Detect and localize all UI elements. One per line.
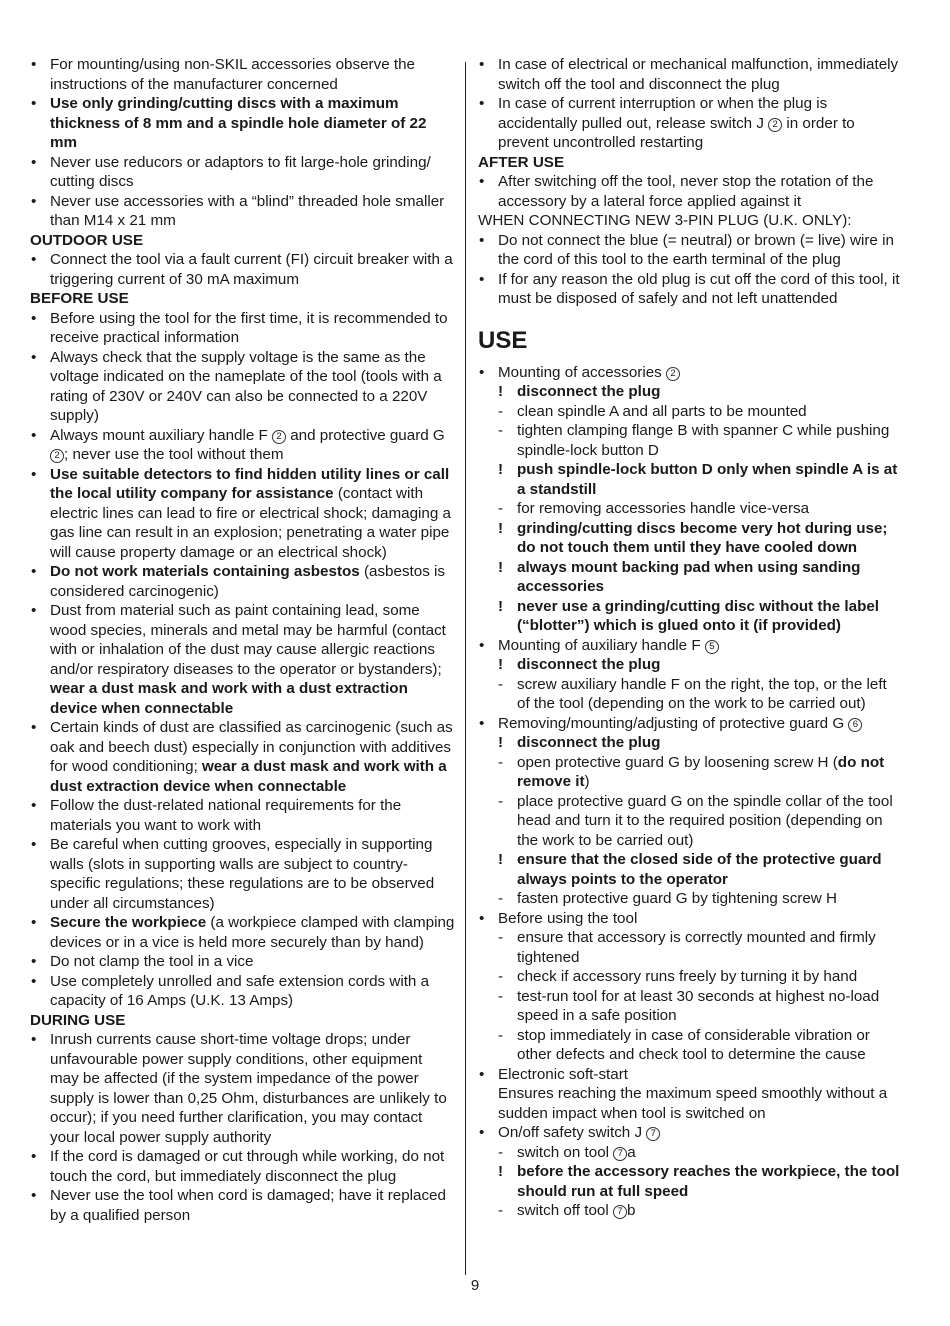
warning-mark-icon: ! — [498, 558, 504, 576]
warning-mark-icon: ! — [498, 519, 504, 537]
bullet-item — [478, 1065, 903, 1085]
warning-item — [478, 382, 903, 402]
bullet-item — [30, 55, 455, 94]
body-text: Mounting of auxiliary handle F — [498, 636, 705, 654]
body-text: Do not connect the blue (= neutral) or brown (= live) wire in the cord of this tool to the earth terminal of the plug — [498, 231, 894, 268]
bullet-item — [478, 172, 903, 211]
step-item — [478, 499, 903, 519]
bullet-item — [30, 465, 455, 563]
warning-item — [478, 1162, 903, 1201]
body-text: After switching off the tool, never stop the rotation of the accessory by a lateral force applied against it — [498, 173, 874, 210]
section-heading: USE — [478, 326, 528, 354]
continuation-text — [478, 1084, 903, 1123]
step-item — [478, 753, 903, 792]
body-text: ) — [584, 773, 590, 790]
body-text: never use a grinding/cutting disc without the label (“blotter”) which is glued onto it (if provided) — [517, 597, 880, 634]
body-text: open protective guard G by loosening screw H ( — [517, 753, 838, 771]
bullet-item — [30, 835, 455, 913]
body-text: Never use reducors or adaptors to fit large-hole grinding/ cutting discs — [50, 153, 431, 190]
body-text: fasten protective guard G by tightening screw H — [517, 890, 837, 907]
page-number: 9 — [470, 1277, 480, 1294]
body-text: Certain kinds of dust are classified as carcinogenic (such as oak and beech dust) especially in conjunction with additives for wood conditioning; — [50, 719, 453, 775]
step-item — [478, 1143, 903, 1163]
body-text: (a workpiece clamped with clamping devices or in a vice is held more securely than by hand) — [50, 914, 455, 951]
body-text: For mounting/using non-SKIL accessories observe the instructions of the manufacturer concerned — [50, 56, 415, 93]
body-text: Always mount auxiliary handle F — [50, 426, 273, 444]
body-text: before the accessory reaches the workpiece, the tool should run at full speed — [517, 1163, 900, 1200]
bullet-item — [30, 952, 455, 972]
bullet-item — [30, 1030, 455, 1147]
warning-mark-icon: ! — [498, 461, 504, 478]
body-text: Before using the tool — [498, 909, 638, 927]
emphasis-text: Secure the workpiece — [50, 914, 207, 931]
body-text: On/off safety switch J — [498, 1124, 647, 1141]
warning-item — [478, 850, 903, 889]
bullet-item — [30, 153, 455, 192]
step-item — [478, 792, 903, 851]
body-text: In case of electrical or mechanical malfunction, immediately switch off the tool and disconnect the plug — [498, 56, 899, 93]
section-subheading: WHEN CONNECTING NEW 3-PIN PLUG (U.K. ONLY): — [478, 212, 852, 229]
body-text: Removing/mounting/adjusting of protective guard G — [498, 714, 849, 732]
dash-mark-icon: - — [498, 987, 504, 1005]
bullet-item — [478, 270, 903, 309]
figure-ref-icon: 2 — [666, 367, 680, 381]
warning-item — [478, 519, 903, 558]
figure-ref-icon: 7 — [613, 1205, 627, 1219]
bullet-item — [478, 909, 903, 929]
emphasis-text: Do not work materials containing asbestos — [50, 563, 360, 580]
dash-mark-icon: - — [498, 402, 504, 420]
emphasis-text: wear a dust mask and work with a dust extraction device when connectable — [50, 680, 408, 717]
figure-ref-icon: 5 — [705, 640, 719, 654]
bullet-item — [30, 718, 455, 796]
warning-item — [478, 460, 903, 499]
body-text: Follow the dust-related national requirements for the materials you want to work with — [50, 797, 402, 834]
body-text: In case of current interruption or when the plug is accidentally pulled out, release switch J — [498, 95, 828, 132]
body-text: check if accessory runs freely by turning it by hand — [517, 968, 858, 985]
body-text: Use completely unrolled and safe extension cords with a capacity of 16 Amps (U.K. 13 Amps) — [50, 972, 430, 1009]
warning-item — [478, 733, 903, 753]
body-text: ensure that accessory is correctly mounted and firmly tightened — [517, 929, 876, 966]
body-text: (asbestos is considered carcinogenic) — [50, 563, 445, 600]
body-text: tighten clamping flange B with spanner C while pushing spindle-lock button D — [517, 422, 890, 459]
warning-mark-icon: ! — [498, 851, 504, 868]
bullet-item — [30, 250, 455, 289]
dash-mark-icon: - — [498, 422, 504, 439]
body-text: Always check that the supply voltage is the same as the voltage indicated on the nameplate of the tool (tools with a rating of 230V or 240V can also be connected to a 220V supply) — [50, 348, 442, 424]
body-text: disconnect the plug — [517, 383, 661, 400]
emphasis-text: do not remove it — [517, 753, 885, 790]
dash-mark-icon: - — [498, 792, 504, 810]
warning-mark-icon: ! — [498, 383, 504, 400]
bullet-item — [30, 309, 455, 348]
step-item — [478, 889, 903, 909]
figure-ref-icon: 6 — [848, 718, 862, 732]
bullet-item — [30, 601, 455, 718]
body-text: clean spindle A and all parts to be mounted — [517, 402, 807, 420]
emphasis-text: wear a dust mask and work with a dust extraction device when connectable — [50, 758, 447, 795]
dash-mark-icon: - — [498, 1202, 504, 1219]
bullet-item — [30, 562, 455, 601]
body-text: Mounting of accessories — [498, 363, 666, 381]
body-text: a — [627, 1143, 636, 1161]
right-column — [478, 55, 903, 1221]
column-divider — [465, 62, 466, 1275]
warning-item — [478, 655, 903, 675]
step-item — [478, 675, 903, 714]
step-item — [478, 421, 903, 460]
figure-ref-icon: 2 — [272, 430, 286, 444]
section-subheading: BEFORE USE — [30, 290, 129, 307]
body-text: Never use the tool when cord is damaged; have it replaced by a qualified person — [50, 1187, 446, 1224]
bullet-item — [30, 972, 455, 1011]
body-text: Never use accessories with a “blind” threaded hole smaller than M14 x 21 mm — [50, 192, 445, 229]
bullet-item — [478, 94, 903, 153]
figure-ref-icon: 2 — [50, 449, 64, 463]
left-column — [30, 55, 455, 1225]
step-item — [478, 1201, 903, 1221]
body-text: If the cord is damaged or cut through while working, do not touch the cord, but immediately disconnect the plug — [50, 1148, 445, 1185]
bullet-item — [478, 55, 903, 94]
body-text: test-run tool for at least 30 seconds at highest no-load speed in a safe position — [517, 987, 880, 1024]
body-text: Do not clamp the tool in a vice — [50, 953, 254, 970]
body-text: and protective guard G — [286, 426, 445, 444]
figure-ref-icon: 7 — [613, 1147, 627, 1161]
body-text: grinding/cutting discs become very hot during use; do not touch them until they have cooled down — [517, 519, 888, 556]
body-text: disconnect the plug — [517, 734, 661, 751]
warning-mark-icon: ! — [498, 597, 504, 615]
body-text: stop immediately in case of considerable vibration or other defects and check tool to determine the cause — [517, 1026, 870, 1063]
bullet-item — [30, 94, 455, 153]
bullet-item — [478, 231, 903, 270]
step-item — [478, 987, 903, 1026]
dash-mark-icon: - — [498, 500, 504, 517]
body-text: disconnect the plug — [517, 656, 661, 673]
bullet-item — [30, 348, 455, 426]
emphasis-text: Use only grinding/cutting discs with a maximum thickness of 8 mm and a spindle hole diameter of 22 mm — [50, 95, 427, 151]
section-subheading: DURING USE — [30, 1011, 126, 1029]
body-text: Be careful when cutting grooves, especially in supporting walls (slots in supporting walls are subject to country-specific regulations; these regulations are to be observed under all circumstances) — [50, 836, 435, 912]
dash-mark-icon: - — [498, 1143, 504, 1161]
body-text: If for any reason the old plug is cut off the cord of this tool, it must be disposed of safely and not left unattended — [498, 270, 900, 307]
dash-mark-icon: - — [498, 929, 504, 946]
bullet-item — [478, 714, 903, 734]
body-text: switch off tool — [517, 1202, 613, 1219]
warning-mark-icon: ! — [498, 734, 504, 751]
bullet-item — [30, 913, 455, 952]
body-text: (contact with electric lines can lead to fire or electrical shock; damaging a gas line can result in an explosion; penetrating a water pipe will cause property damage or an electrical shock) — [50, 485, 451, 561]
step-item — [478, 967, 903, 987]
body-text: always mount backing pad when using sanding accessories — [517, 558, 861, 595]
emphasis-text: Use suitable detectors to find hidden utility lines or call the local utility company for assistance — [50, 465, 450, 502]
bullet-item — [30, 192, 455, 231]
body-text: screw auxiliary handle F on the right, the top, or the left of the tool (depending on the work to be carried out) — [517, 675, 887, 712]
warning-item — [478, 597, 903, 636]
step-item — [478, 928, 903, 967]
section-subheading: OUTDOOR USE — [30, 231, 144, 249]
body-text: switch on tool — [517, 1143, 614, 1161]
dash-mark-icon: - — [498, 675, 504, 693]
figure-ref-icon: 7 — [646, 1127, 660, 1141]
bullet-item — [478, 1123, 903, 1143]
bullet-item — [30, 1147, 455, 1186]
bullet-item — [30, 796, 455, 835]
body-text: place protective guard G on the spindle collar of the tool head and turn it to the required position (depending on the work to be carried out) — [517, 792, 893, 849]
step-item — [478, 1026, 903, 1065]
dash-mark-icon: - — [498, 968, 504, 985]
warning-item — [478, 558, 903, 597]
section-subheading: AFTER USE — [478, 153, 565, 171]
body-text: b — [626, 1202, 636, 1219]
warning-mark-icon: ! — [498, 656, 504, 673]
body-text: Before using the tool for the first time, it is recommended to receive practical information — [50, 309, 448, 346]
bullet-item — [478, 363, 903, 383]
body-text: ; never use the tool without them — [64, 446, 284, 463]
body-text: for removing accessories handle vice-versa — [517, 500, 810, 517]
body-text: Electronic soft-start — [498, 1065, 628, 1083]
body-text: Connect the tool via a fault current (FI) circuit breaker with a triggering current of 30 mA maximum — [50, 251, 453, 288]
body-text: Inrush currents cause short-time voltage drops; under unfavourable power supply conditions, other equipment may be affected (if the system impedance of the power supply is lower than 0,25 Ohm, disturbances are unlikely to occur); if you need further clarification, you may contact your local power supply authority — [50, 1031, 447, 1146]
step-item — [478, 402, 903, 422]
body-text: push spindle-lock button D only when spindle A is at a standstill — [517, 461, 898, 498]
body-text: ensure that the closed side of the protective guard always points to the operator — [517, 851, 882, 888]
warning-mark-icon: ! — [498, 1163, 504, 1180]
bullet-item — [478, 636, 903, 656]
dash-mark-icon: - — [498, 753, 504, 771]
figure-ref-icon: 2 — [768, 118, 782, 132]
body-text: Dust from material such as paint containing lead, some wood species, minerals and metal may be harmful (contact with or inhalation of the dust may cause allergic reactions and/or respiratory diseases to the operator or bystanders); — [50, 602, 446, 678]
bullet-item — [30, 426, 455, 465]
dash-mark-icon: - — [498, 1026, 504, 1044]
body-text: Ensures reaching the maximum speed smoothly without a sudden impact when tool is switched on — [498, 1085, 888, 1122]
dash-mark-icon: - — [498, 890, 504, 907]
bullet-item — [30, 1186, 455, 1225]
body-text: in order to prevent uncontrolled restarting — [498, 114, 855, 151]
